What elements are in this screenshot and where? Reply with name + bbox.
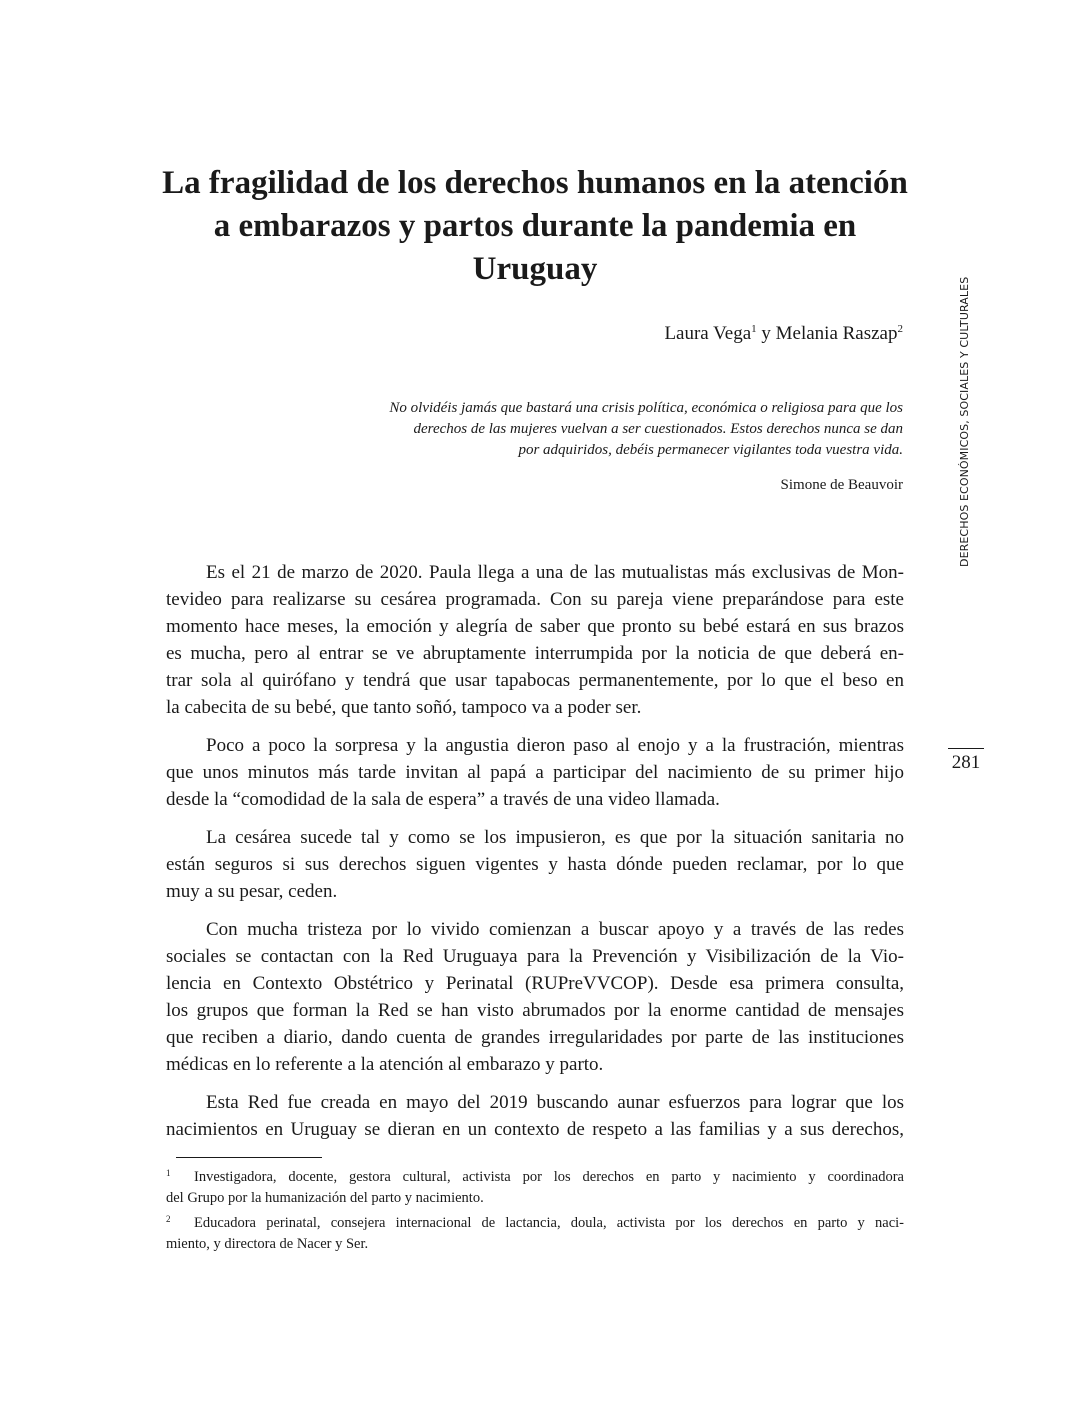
epigraph-line: por adquiridos, debéis permanecer vigilantes toda vuestra vida.	[518, 442, 903, 458]
footnote-text: Investigadora, docente, gestora cultural, activista por los derechos en parto y nacimiento y coordinadora	[194, 1169, 904, 1185]
page-number-rule	[948, 748, 984, 749]
text-line: Con mucha tristeza por lo vivido comienzan a buscar apoyo y a través de las redes	[206, 919, 904, 940]
text-line: nacimientos en Uruguay se dieran en un contexto de respeto a las familias y a sus derechos,	[166, 1119, 904, 1140]
text-line: tevideo para realizarse su cesárea programada. Con su pareja viene preparándose para este	[166, 589, 904, 610]
footnotes	[166, 1163, 904, 1255]
text-line: desde la “comodidad de la sala de espera” a través de una video llamada.	[166, 789, 720, 810]
text-line: que unos minutos más tarde invitan al papá a participar del nacimiento de su primer hijo	[166, 762, 904, 783]
article-title	[150, 162, 920, 291]
footnote	[166, 1163, 904, 1209]
paragraph	[166, 559, 904, 721]
text-line: momento hace meses, la emoción y alegría de saber que pronto su bebé estará en sus brazos	[166, 616, 904, 637]
text-line: sociales se contactan con la Red Uruguaya para la Prevención y Visibilización de la Vio-	[166, 946, 904, 967]
title-line: a embarazos y partos durante la pandemia en	[213, 208, 857, 244]
footnote-line	[166, 1163, 904, 1188]
footnote-line: miento, y directora de Nacer y Ser.	[166, 1236, 369, 1252]
paragraph	[166, 1089, 904, 1143]
footnote-mark: 1	[166, 1168, 171, 1178]
text-line: lencia en Contexto Obstétrico y Perinatal (RUPreVVCOP). Desde esa primera consulta,	[166, 973, 904, 994]
footnote-divider	[176, 1157, 322, 1158]
text-line: médicas en lo referente a la atención al embarazo y parto.	[166, 1054, 604, 1075]
author-connector: y	[756, 323, 776, 344]
paragraph	[166, 916, 904, 1078]
page-number: 281	[951, 752, 981, 773]
text-line: La cesárea sucede tal y como se los impusieron, es que por la situación sanitaria no	[206, 827, 904, 848]
text-line: es mucha, pero al entrar se ve abruptamente interrumpida por la noticia de que deberá en-	[166, 643, 904, 664]
text-line: Esta Red fue creada en mayo del 2019 buscando aunar esfuerzos para lograr que los	[206, 1092, 904, 1113]
footnote	[166, 1209, 904, 1255]
title-line: La fragilidad de los derechos humanos en la atención	[162, 165, 908, 201]
footnote-line: del Grupo por la humanización del parto y nacimiento.	[166, 1190, 484, 1206]
text-line: que reciben a diario, dando cuenta de grandes irregularidades por parte de las instituciones	[166, 1027, 904, 1048]
author-line	[500, 320, 903, 348]
epigraph-quote	[300, 398, 903, 461]
paragraph	[166, 732, 904, 813]
text-line: la cabecita de su bebé, que tanto soñó, tampoco va a poder ser.	[166, 697, 642, 718]
text-line: muy a su pesar, ceden.	[166, 881, 338, 902]
footnote-line	[166, 1209, 904, 1234]
text-line: trar sola al quirófano y tendrá que usar tapabocas permanentemente, por lo que el beso en	[166, 670, 904, 691]
text-line: Poco a poco la sorpresa y la angustia dieron paso al enojo y a la frustración, mientras	[206, 735, 904, 756]
section-label: DERECHOS ECONÓMICOS, SOCIALES Y CULTURALES	[958, 276, 971, 567]
author-name: Melania Raszap	[775, 323, 898, 344]
author-name: Laura Vega	[664, 323, 752, 344]
section-sidebar	[958, 247, 976, 567]
text-line: los grupos que forman la Red se han visto abrumados por la enorme cantidad de mensajes	[166, 1000, 904, 1021]
body-text	[166, 559, 904, 1154]
epigraph-attribution: Simone de Beauvoir	[780, 477, 903, 493]
text-line: están seguros si sus derechos siguen vigentes y hasta dónde pueden reclamar, por lo que	[166, 854, 904, 875]
text-line: Es el 21 de marzo de 2020. Paula llega a una de las mutualistas más exclusivas de Mon-	[206, 562, 904, 583]
footnote-text: Educadora perinatal, consejera internacional de lactancia, doula, activista por los derechos en parto y naci-	[194, 1215, 904, 1231]
footnote-ref: 1	[751, 323, 757, 335]
epigraph-line: No olvidéis jamás que bastará una crisis política, económica o religiosa para que los	[389, 400, 903, 416]
footnote-mark: 2	[166, 1214, 171, 1224]
epigraph-line: derechos de las mujeres vuelvan a ser cuestionados. Estos derechos nunca se dan	[413, 421, 903, 437]
footnote-ref: 2	[897, 323, 903, 335]
title-line: Uruguay	[472, 251, 598, 287]
paragraph	[166, 824, 904, 905]
